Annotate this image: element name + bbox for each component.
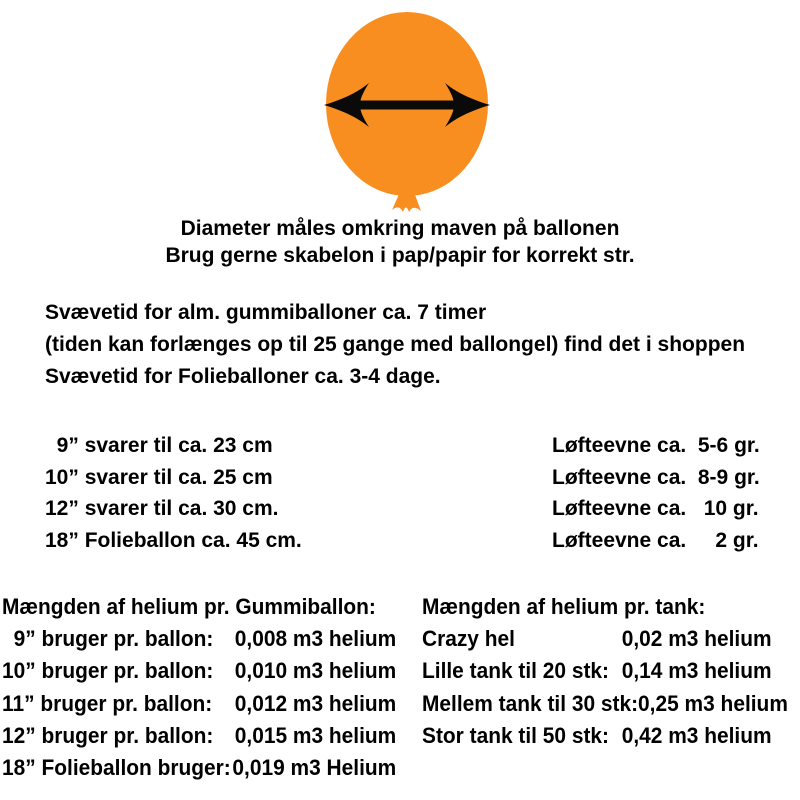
- size-conversion-list: [45, 430, 302, 556]
- balloon-icon: [316, 8, 498, 214]
- float-info-line: Svævetid for alm. gummiballoner ca. 7 timer: [45, 301, 487, 324]
- helium-value: 0,012 m3 helium: [234, 690, 397, 716]
- float-info-line: (tiden kan forlænges op til 25 gange med ballongel) find det i shoppen: [45, 333, 746, 356]
- helium-per-balloon-title: Mængden af helium pr. Gummiballon:: [2, 594, 376, 619]
- helium-label: Stor tank til 50 stk:: [422, 722, 610, 748]
- helium-value: 0,019 m3 Helium: [232, 755, 397, 781]
- helium-label: Lille tank til 20 stk:: [422, 658, 610, 684]
- helium-value: 0,25 m3 helium: [638, 690, 788, 716]
- helium-row: [422, 623, 772, 655]
- helium-label: Crazy hel: [422, 626, 515, 652]
- helium-value: 0,02 m3 helium: [621, 626, 772, 652]
- size-row: 10” svarer til ca. 25 cm: [45, 465, 273, 489]
- caption: [0, 215, 800, 269]
- size-row: 12” svarer til ca. 30 cm.: [45, 497, 279, 521]
- size-row: 18” Folieballon ca. 45 cm.: [45, 528, 302, 552]
- helium-label: 10” bruger pr. ballon:: [2, 658, 214, 684]
- lift-row: Løfteevne ca. 2 gr.: [552, 528, 759, 552]
- lift-row: Løfteevne ca. 5-6 gr.: [552, 434, 760, 457]
- helium-row: [422, 655, 772, 687]
- float-info-line: Svævetid for Folieballoner ca. 3-4 dage.: [45, 365, 441, 388]
- helium-value: 0,42 m3 helium: [621, 722, 772, 748]
- caption-line-1: Diameter måles omkring maven på ballonen: [180, 217, 620, 240]
- helium-row: [2, 688, 396, 720]
- helium-per-tank-section: [422, 591, 788, 752]
- lift-capacity-list: [552, 430, 760, 556]
- helium-row: [422, 720, 772, 752]
- lift-row: Løfteevne ca. 10 gr.: [552, 497, 759, 521]
- size-row: 9” svarer til ca. 23 cm: [45, 434, 273, 457]
- helium-label: 12” bruger pr. ballon:: [2, 722, 214, 748]
- helium-row: [2, 752, 396, 784]
- helium-row: [422, 688, 788, 720]
- helium-value: 0,14 m3 helium: [621, 658, 772, 684]
- float-time-info: [45, 297, 745, 393]
- caption-line-2: Brug gerne skabelon i pap/papir for korrekt str.: [165, 244, 635, 267]
- helium-label: 18” Folieballon bruger:: [2, 755, 231, 781]
- helium-value: 0,015 m3 helium: [234, 722, 397, 748]
- helium-row: [2, 720, 396, 752]
- helium-value: 0,008 m3 helium: [234, 626, 397, 652]
- helium-label: 9” bruger pr. ballon:: [2, 626, 214, 652]
- helium-row: [2, 623, 396, 655]
- helium-value: 0,010 m3 helium: [234, 658, 397, 684]
- helium-row: [2, 655, 396, 687]
- helium-label: Mellem tank til 30 stk:: [422, 690, 639, 716]
- helium-per-balloon-section: [2, 591, 396, 784]
- lift-row: Løfteevne ca. 8-9 gr.: [552, 465, 760, 489]
- helium-per-tank-title: Mængden af helium pr. tank:: [422, 594, 706, 619]
- helium-label: 11” bruger pr. ballon:: [2, 690, 213, 716]
